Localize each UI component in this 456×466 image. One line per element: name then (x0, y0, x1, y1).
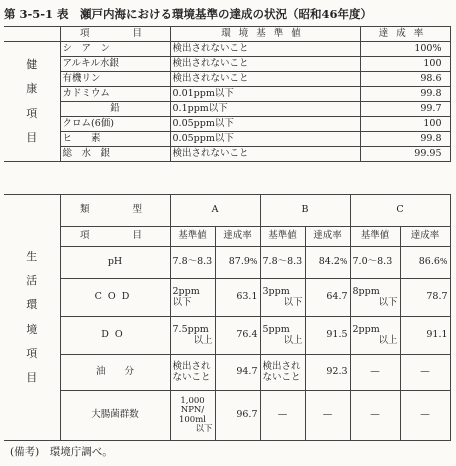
standard-subheader: 基準値 (350, 227, 400, 247)
health-row-item: アルキル水銀 (60, 57, 170, 72)
health-side-spacer (4, 27, 60, 42)
living-side-label: 生活環境項目 (4, 195, 60, 441)
a-rate: 96.7 (215, 391, 260, 441)
rate-subheader: 達成率 (215, 227, 260, 247)
living-row-item: COD (60, 279, 170, 317)
health-row-standard: 0.1ppm以下 (170, 102, 360, 117)
health-row-item: 鉛 (60, 102, 170, 117)
a-standard: 検出され ないこと (170, 355, 215, 391)
c-rate: 86.6% (400, 247, 450, 279)
a-standard: 7.8～8.3 (170, 247, 215, 279)
health-row-rate: 100 (360, 117, 450, 132)
health-row-rate: 100% (360, 42, 450, 57)
a-rate: 63.1 (215, 279, 260, 317)
b-standard: 7.8～8.3 (260, 247, 305, 279)
a-rate: 94.7 (215, 355, 260, 391)
c-rate: 78.7 (400, 279, 450, 317)
health-row-item: ヒ 素 (60, 132, 170, 147)
standard-subheader: 基準値 (170, 227, 215, 247)
living-row-item: pH (60, 247, 170, 279)
a-rate: 87.9% (215, 247, 260, 279)
health-standard-header: 環境基準値 (170, 27, 360, 42)
living-row-item: DO (60, 317, 170, 355)
health-row-rate: 100 (360, 57, 450, 72)
health-row-standard: 0.05ppm以下 (170, 132, 360, 147)
b-rate: 91.5 (305, 317, 350, 355)
a-standard: 1,000 NPN/ 100ml 以下 (170, 391, 215, 441)
living-row-item: 大腸菌群数 (60, 391, 170, 441)
percent-mark: % (339, 257, 348, 267)
health-row-item: カドミウム (60, 87, 170, 102)
group-c-header: C (350, 195, 450, 227)
c-standard: 2ppm 以上 (350, 317, 400, 355)
b-rate: 84.2% (305, 247, 350, 279)
type-header: 類 型 (60, 195, 170, 227)
living-row-item: 油 分 (60, 355, 170, 391)
c-standard: — (350, 391, 400, 441)
percent-mark: % (249, 257, 258, 267)
health-row-standard: 検出されないこと (170, 147, 360, 162)
b-rate: 64.7 (305, 279, 350, 317)
b-standard: 5ppm 以上 (260, 317, 305, 355)
rate-subheader: 達成率 (305, 227, 350, 247)
health-row-item: シ ア ン (60, 42, 170, 57)
table-title: 第 3-5-1 表 瀬戸内海における環境基準の達成の状況（昭和46年度） (4, 7, 373, 21)
c-rate: — (400, 391, 450, 441)
health-row-rate: 99.7 (360, 102, 450, 117)
health-row-rate: 99.8 (360, 132, 450, 147)
health-side-label: 健康項目 (4, 42, 60, 162)
percent-mark: % (432, 42, 442, 54)
a-rate: 76.4 (215, 317, 260, 355)
health-row-item: クロム(6価) (60, 117, 170, 132)
health-item-header: 項 目 (60, 27, 170, 42)
b-standard: — (260, 391, 305, 441)
health-row-item: 総 水 銀 (60, 147, 170, 162)
group-b-header: B (260, 195, 350, 227)
living-item-header: 項 目 (60, 227, 170, 247)
health-row-rate: 98.6 (360, 72, 450, 87)
health-row-item: 有機リン (60, 72, 170, 87)
b-standard: 3ppm 以下 (260, 279, 305, 317)
rate-subheader: 達成率 (400, 227, 450, 247)
health-row-standard: 検出されないこと (170, 42, 360, 57)
health-rate-header: 達成率 (360, 27, 450, 42)
c-standard: 7.0～8.3 (350, 247, 400, 279)
b-rate: — (305, 391, 350, 441)
health-row-standard: 0.01ppm以下 (170, 87, 360, 102)
c-standard: — (350, 355, 400, 391)
health-row-rate: 99.95 (360, 147, 450, 162)
group-a-header: A (170, 195, 260, 227)
percent-mark: % (439, 257, 448, 267)
table-note: (備考) 環境庁調べ。 (10, 446, 113, 458)
health-items-table (4, 26, 451, 162)
c-standard: 8ppm 以下 (350, 279, 400, 317)
b-rate: 92.3 (305, 355, 350, 391)
a-standard: 2ppm 以下 (170, 279, 215, 317)
a-standard: 7.5ppm 以上 (170, 317, 215, 355)
health-row-standard: 検出されないこと (170, 57, 360, 72)
c-rate: 91.1 (400, 317, 450, 355)
health-row-rate: 99.8 (360, 87, 450, 102)
b-standard: 検出され ないこと (260, 355, 305, 391)
c-rate: — (400, 355, 450, 391)
health-row-standard: 0.05ppm以下 (170, 117, 360, 132)
health-row-standard: 検出されないこと (170, 72, 360, 87)
standard-subheader: 基準値 (260, 227, 305, 247)
living-items-table (4, 194, 451, 441)
